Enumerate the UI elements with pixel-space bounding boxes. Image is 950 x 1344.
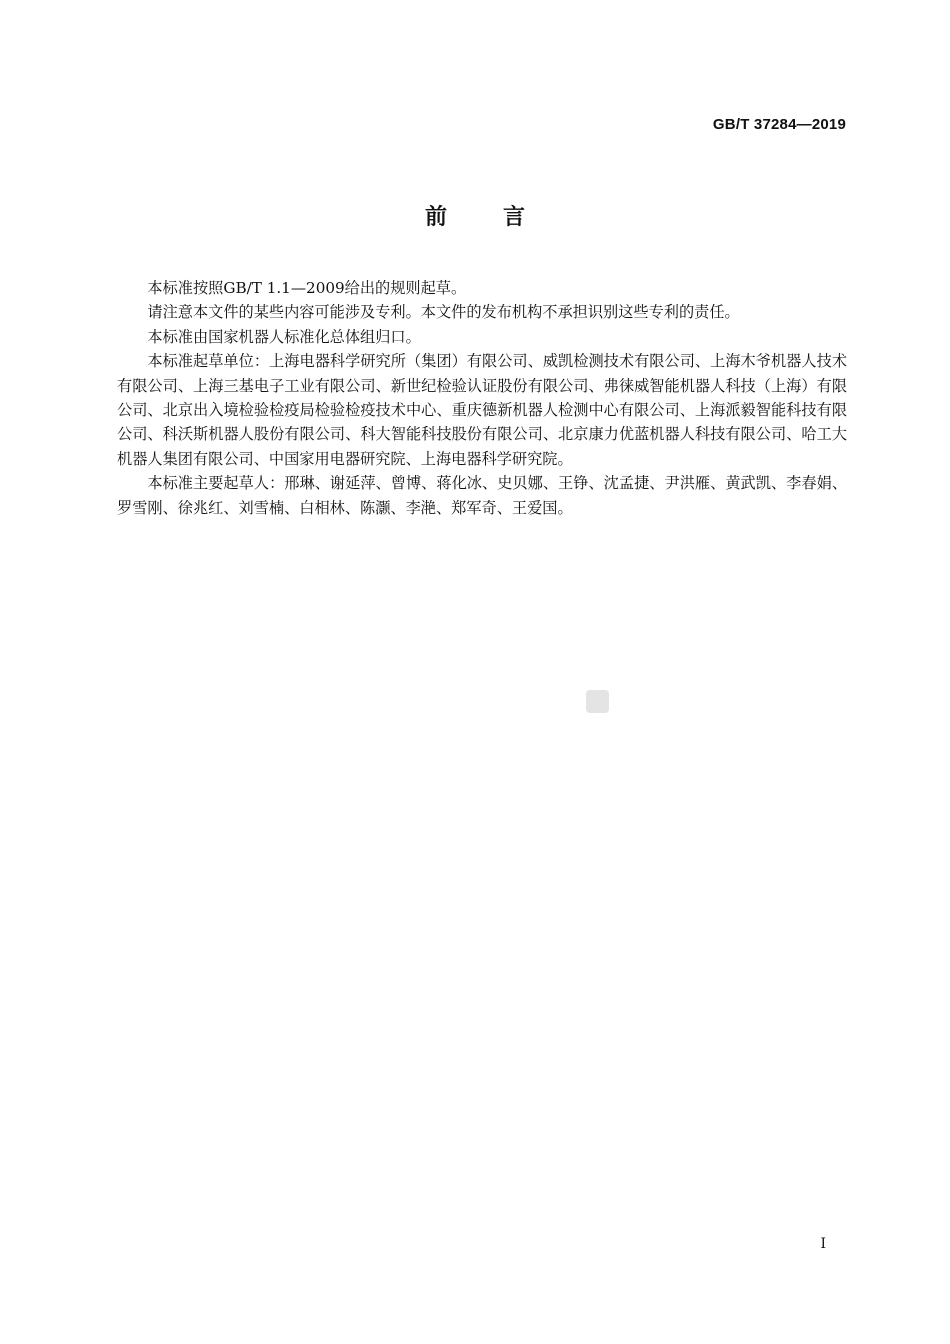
paragraph-drafters: 本标准主要起草人：邢琳、谢延萍、曾博、蒋化冰、史贝娜、王铮、沈孟捷、尹洪雁、黄武凯、李春娟、罗雪刚、徐兆红、刘雪楠、白相林、陈灏、李滟、郑军奇、王爱国。: [117, 474, 847, 517]
standard-code: GB/T 37284—2019: [712, 116, 846, 133]
title-char-1: 前: [424, 205, 447, 230]
title-char-2: 言: [503, 205, 526, 230]
paragraph-drafting-rules: 本标准按照GB/T 1.1—2009给出的规则起草。: [147, 279, 467, 297]
paragraph-responsible-body: 本标准由国家机器人标准化总体组归口。: [147, 327, 421, 346]
foreword-body: [117, 276, 847, 520]
page-title: [0, 200, 950, 231]
scan-artifact: [586, 690, 609, 713]
page-number: I: [820, 1236, 826, 1252]
paragraph-drafting-units: 本标准起草单位：上海电器科学研究所（集团）有限公司、威凯检测技术有限公司、上海木爷机器人技术有限公司、上海三基电子工业有限公司、新世纪检验认证股份有限公司、弗徕威智能机器人科技（上海）有限公司、北京出入境检验检疫局检验检疫技术中心、重庆德新机器人检测中心有限公司、上海派毅智能科技有限公司、科沃斯机器人股份有限公司、科大智能科技股份有限公司、北京康力优蓝机器人科技有限公司、哈工大机器人集团有限公司、中国家用电器研究院、上海电器科学研究院。: [117, 352, 847, 468]
paragraph-patent-notice: 请注意本文件的某些内容可能涉及专利。本文件的发布机构不承担识别这些专利的责任。: [147, 303, 740, 322]
